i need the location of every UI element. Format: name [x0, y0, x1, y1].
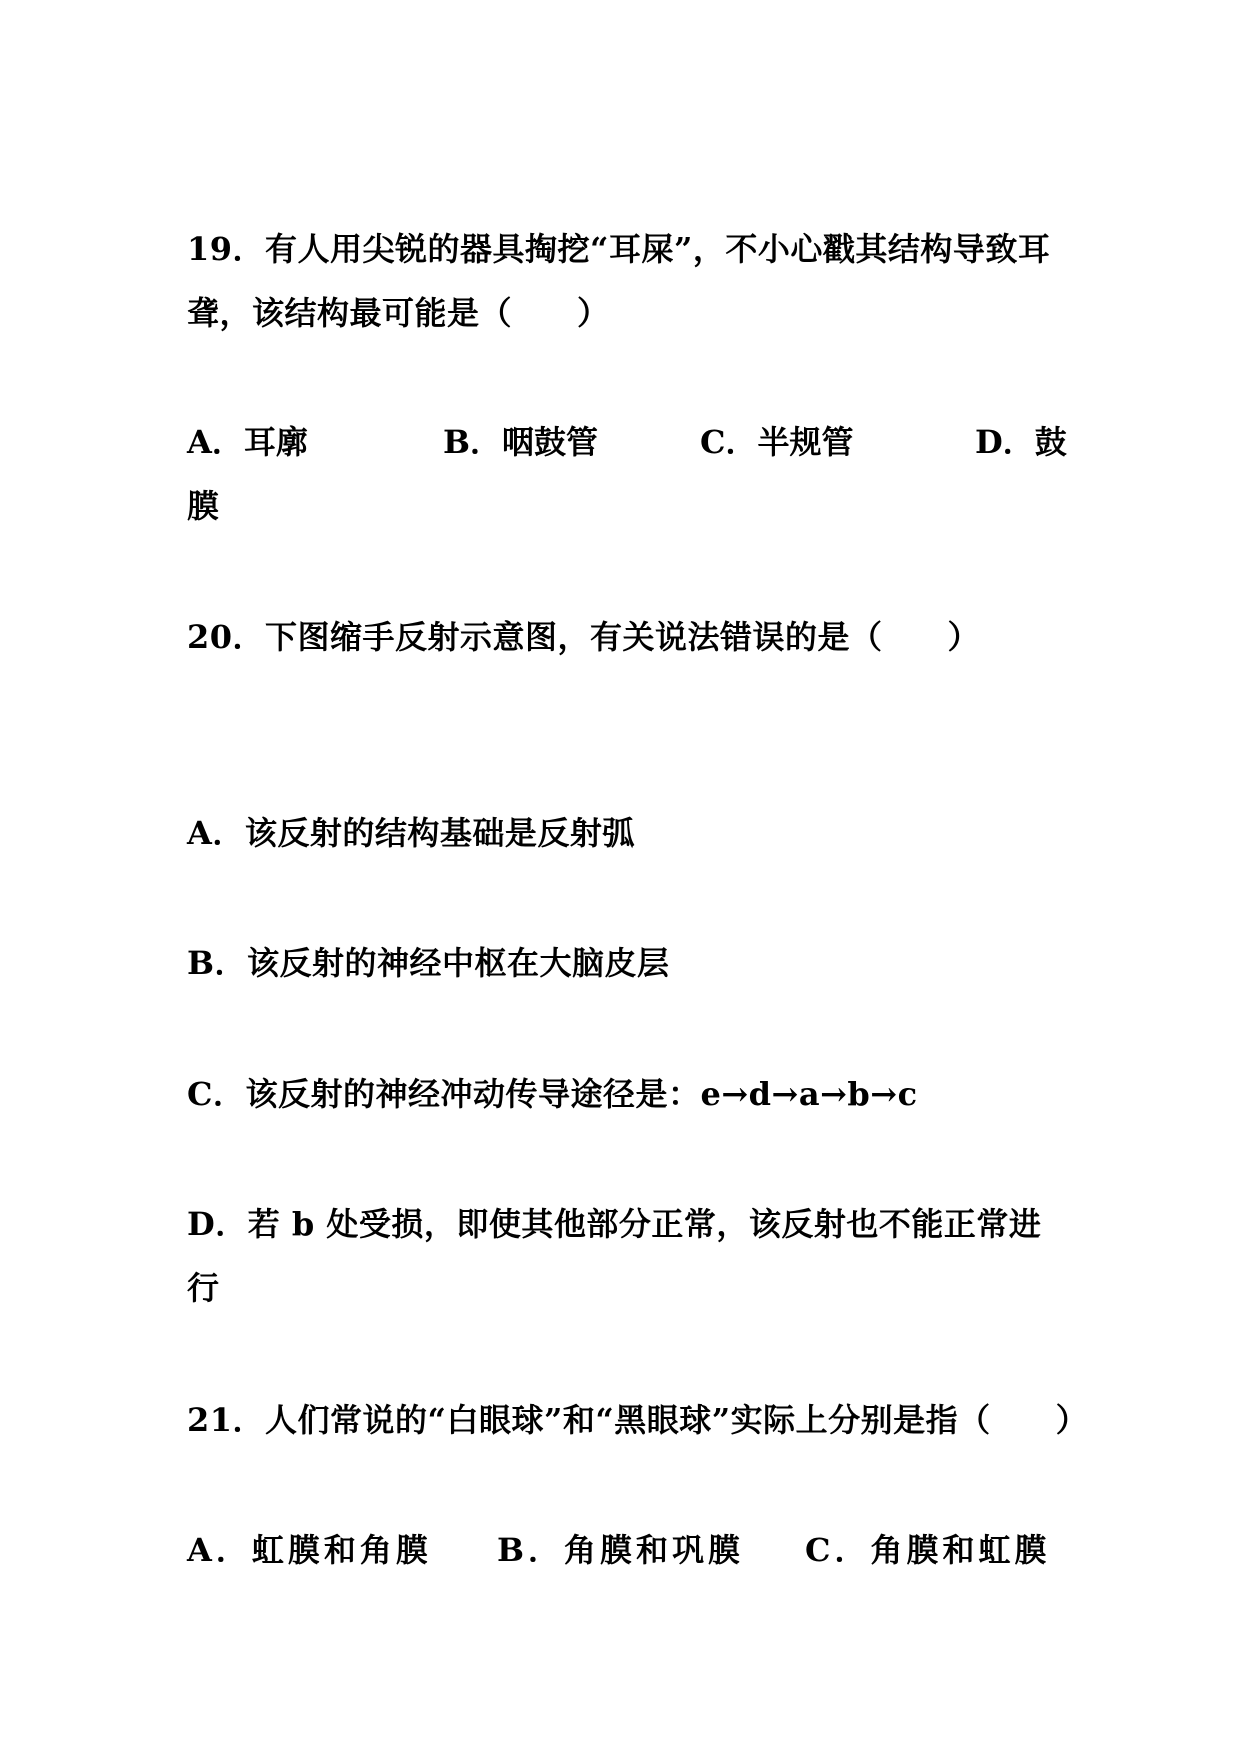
- q19-option-a: A．耳廓: [187, 423, 308, 461]
- q19-stem-line1: 19．有人用尖锐的器具掏挖“耳屎”，不小心戳其结构导致耳: [187, 230, 1051, 268]
- q21-option-c: C．角膜和虹膜: [805, 1531, 1051, 1569]
- q19-option-d-continued: 膜: [187, 487, 220, 525]
- q21-stem: 21．人们常说的“白眼球”和“黑眼球”实际上分别是指（ ）: [187, 1401, 1089, 1439]
- q21-option-a: A．虹膜和角膜: [187, 1531, 432, 1569]
- q20-option-c: C．该反射的神经冲动传导途径是：e→d→a→b→c: [187, 1075, 918, 1113]
- q20-stem: 20．下图缩手反射示意图，有关说法错误的是（ ）: [187, 618, 981, 656]
- q19-option-b: B．咽鼓管: [443, 423, 599, 461]
- q20-option-d-continued: 行: [187, 1269, 220, 1307]
- q21-option-b: B．角膜和巩膜: [497, 1531, 745, 1569]
- q19-stem-line2: 聋，该结构最可能是（ ）: [187, 294, 610, 332]
- q19-option-c: C．半规管: [700, 423, 854, 461]
- q20-option-d: D．若 b 处受损，即使其他部分正常，该反射也不能正常进: [187, 1205, 1042, 1243]
- q20-option-a: A．该反射的结构基础是反射弧: [187, 814, 635, 852]
- q20-option-b: B．该反射的神经中枢在大脑皮层: [187, 944, 670, 982]
- q19-option-d: D．鼓: [975, 423, 1067, 461]
